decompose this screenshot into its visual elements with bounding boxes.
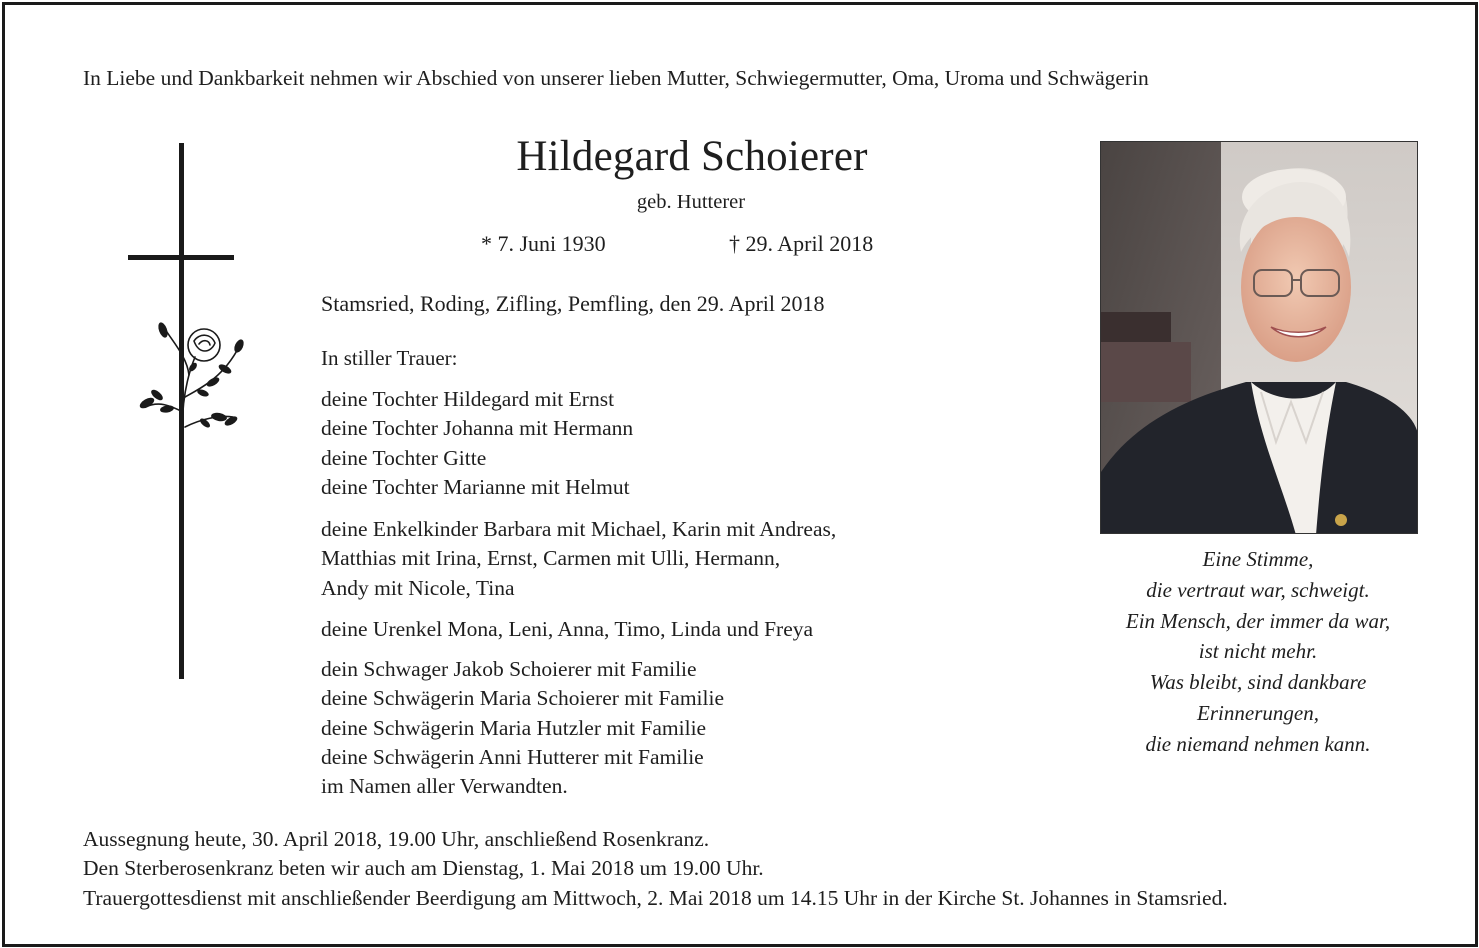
mourner-line: Matthias mit Irina, Ernst, Carmen mit Ulli, Hermann,	[321, 546, 781, 571]
mourner-line: deine Tochter Gitte	[321, 445, 487, 470]
mourners-daughters	[321, 385, 633, 502]
place-and-date: Stamsried, Roding, Zifling, Pemfling, den 29. April 2018	[321, 291, 825, 316]
poem-line: die vertraut war, schweigt.	[1146, 577, 1370, 602]
poem-line: ist nicht mehr.	[1198, 639, 1318, 664]
poem-line: Eine Stimme,	[1202, 547, 1314, 571]
poem-line: Erinnerungen,	[1197, 700, 1319, 725]
service-details	[83, 825, 1228, 913]
mourners-great-grandchildren	[321, 615, 813, 644]
mourners-in-laws	[321, 655, 724, 801]
death-date: † 29. April 2018	[729, 231, 874, 256]
mourner-line: deine Tochter Marianne mit Helmut	[321, 474, 630, 499]
birth-name: geb. Hutterer	[636, 191, 746, 213]
mourner-line: deine Tochter Johanna mit Hermann	[321, 416, 634, 441]
mourner-line: im Namen aller Verwandten.	[321, 774, 568, 799]
poem-line: die niemand nehmen kann.	[1145, 731, 1371, 756]
deceased-name: Hildegard Schoierer	[516, 133, 868, 180]
service-line: Den Sterberosenkranz beten wir auch am Dienstag, 1. Mai 2018 um 19.00 Uhr.	[83, 856, 764, 881]
service-line: Trauergottesdienst mit anschließender Beerdigung am Mittwoch, 2. Mai 2018 um 14.15 Uhr in der Kirche St. Johannes in Stamsried.	[83, 885, 1228, 910]
service-line: Aussegnung heute, 30. April 2018, 19.00 Uhr, anschließend Rosenkranz.	[83, 827, 710, 851]
cross-bar	[128, 255, 234, 260]
obituary-notice	[2, 2, 1478, 947]
mourner-line: dein Schwager Jakob Schoierer mit Familie	[321, 657, 697, 681]
mourning-intro: In stiller Trauer:	[321, 346, 458, 370]
intro-text: In Liebe und Dankbarkeit nehmen wir Abschied von unserer lieben Mutter, Schwiegermutter, Oma, Uroma und Schwägerin	[83, 66, 1149, 90]
mourner-line: deine Schwägerin Anni Hutterer mit Familie	[321, 744, 704, 769]
poem-line: Was bleibt, sind dankbare	[1149, 670, 1367, 695]
mourner-line: deine Schwägerin Maria Schoierer mit Familie	[321, 686, 724, 711]
poem-line: Ein Mensch, der immer da war,	[1125, 608, 1391, 633]
portrait-photo	[1100, 141, 1418, 534]
mourner-line: deine Enkelkinder Barbara mit Michael, Karin mit Andreas,	[321, 517, 837, 541]
poem	[1075, 544, 1441, 760]
mourner-line: deine Urenkel Mona, Leni, Anna, Timo, Linda und Freya	[321, 617, 814, 641]
mourner-line: Andy mit Nicole, Tina	[321, 575, 515, 600]
birth-date: * 7. Juni 1930	[481, 231, 606, 256]
rose-icon	[133, 317, 251, 447]
mourner-line: deine Tochter Hildegard mit Ernst	[321, 387, 615, 411]
mourners-grandchildren	[321, 515, 836, 603]
mourner-line: deine Schwägerin Maria Hutzler mit Familie	[321, 715, 707, 740]
